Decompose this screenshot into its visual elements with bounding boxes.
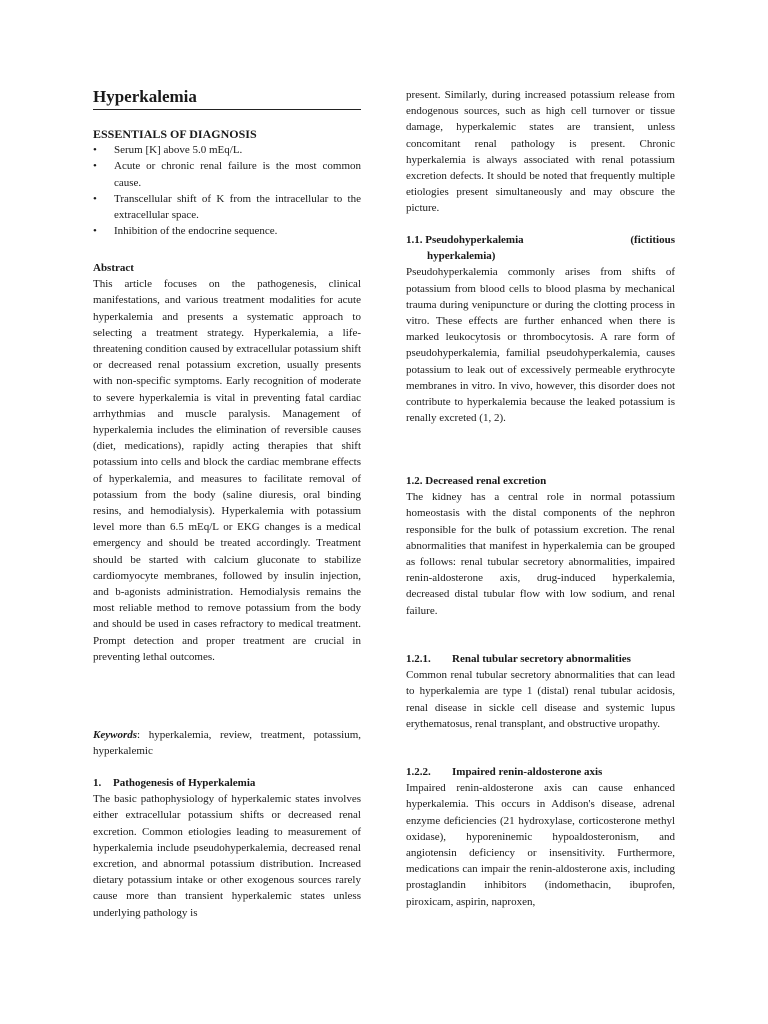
section-text: The kidney has a central role in normal potassium homeostasis with the distal components of the nephron responsible for the bulk of potassium excretion. The renal abnormalities that manifest in hyperkalemia can be grouped as follows: renal tubular secretory abnormalities, impaired renin-aldosterone axis, drug-induced hyperkalemia, decreased distal tubular flow with low sodium, and renal failure.	[406, 491, 675, 617]
section-heading: 1.2.1. Renal tubular secretory abnormalities	[406, 653, 631, 665]
section-1-continued: present. Similarly, during increased potassium release from endogenous sources, such as high cell turnover or tissue damage, hyperkalemic states are transient, unless concomitant renal pathology is present. Chronic hyperkalemia is always associated with renal potassium excretion defects. It should be noted that frequently multiple etiologies present simultaneously and may obscure the picture.	[406, 89, 675, 215]
abstract-heading: Abstract	[93, 262, 134, 274]
section-1-1	[406, 232, 675, 426]
keywords-label: Keywords	[93, 729, 137, 741]
essentials-heading: ESSENTIALS OF DIAGNOSIS	[93, 127, 257, 141]
section-text: Impaired renin-aldosterone axis can cause enhanced hyperkalemia. This occurs in Addison's disease, adrenal enzyme deficiencies (21 hydroxylase, corticosterone methyl oxidase), hyporeninemic hypoaldosteronism, and angiotensin deficiency or insensitivity. Furthermore, medications can impair the renin-aldosterone axis, including prostaglandin inhibitors (indomethacin, ibuprofen, piroxicam, aspirin, naproxen,	[406, 782, 675, 908]
section-heading: 1. Pathogenesis of Hyperkalemia	[93, 777, 256, 789]
abstract-text: This article focuses on the pathogenesis, clinical manifestations, and various treatment modalities for acute hyperkalemia and presents a systematic approach to selecting a treatment strategy. Hyperkalemia, a life-threatening condition caused by extracellular potassium shift or decreased renal potassium excretion, usually presents with non-specific symptoms. Early recognition of moderate to severe hyperkalemia is vital in preventing fatal cardiac arrhythmias and muscle paralysis. Management of hyperkalemia includes the elimination of reversible causes (diet, medications), rapidly acting therapies that shift potassium into cells and block the cardiac membrane effects of hyperkalemia, and measures to facilitate removal of potassium from the body (saline diuresis, oral binding resins, and hemodialysis). Hyperkalemia with potassium level more than 6.5 mEq/L or EKG changes is a medical emergency and should be treated accordingly. Treatment should be started with calcium gluconate to stabilize cardiomyocyte membranes, followed by insulin injection, and b-agonists administration. Hemodialysis remains the most reliable method to remove potassium from the body and should be used in cases refractory to medical treatment. Prompt detection and proper treatment are crucial in preventing lethal outcomes.	[93, 278, 361, 663]
essentials-section	[93, 126, 361, 239]
section-heading: 1.2. Decreased renal excretion	[406, 475, 547, 487]
list-item: • Serum [K] above 5.0 mEq/L.	[93, 142, 361, 158]
page-title: Hyperkalemia	[93, 87, 361, 110]
section-text: Common renal tubular secretory abnormalities that can lead to hyperkalemia are type 1 (distal) renal tubular acidosis, renal disease in sickle cell disease and systemic lupus erythematosus, renal transplant, and obstructive uropathy.	[406, 669, 675, 730]
section-1-2-1	[406, 651, 675, 732]
section-heading: 1.1. Pseudohyperkalemia (fictitious hyperkalemia)	[406, 234, 675, 263]
section-1-2-2	[406, 764, 675, 910]
essentials-list	[93, 142, 361, 239]
list-item: • Transcellular shift of K from the intracellular to the extracellular space.	[93, 191, 361, 223]
section-text: Pseudohyperkalemia commonly arises from shifts of potassium from blood cells to blood plasma by mechanical trauma during venipuncture or during the clotting process in vitro. These effects are further enhanced when there is marked leukocytosis or thrombocytosis. A rare form of pseudohyperkalemia, familial pseudohyperkalemia, causes potassium to leak out of excessively permeable erythrocyte membranes in vitro. In vivo, however, this disorder does not contribute to hyperkalemia because the leaked potassium is renally excreted (1, 2).	[406, 266, 675, 425]
right-column	[406, 0, 675, 1024]
keywords-text: : hyperkalemia, review, treatment, potassium, hyperkalemic	[93, 729, 361, 758]
section-1-2	[406, 473, 675, 619]
section-1	[93, 775, 361, 921]
abstract-section	[93, 260, 361, 665]
section-heading: 1.2.2. Impaired renin-aldosterone axis	[406, 766, 603, 778]
left-column	[93, 0, 361, 1024]
section-text: The basic pathophysiology of hyperkalemic states involves either extracellular potassium shifts or decreased renal excretion. Common etiologies leading to measurement of hyperkalemia include pseudohyperkalemia, decreased renal excretion, and abnormal potassium distribution. Increased dietary potassium intake or other exogenous sources rarely cause more than transient hyperkalemic states unless underlying pathology is	[93, 793, 361, 919]
keywords	[93, 727, 361, 759]
list-item: • Inhibition of the endocrine sequence.	[93, 223, 361, 239]
list-item: • Acute or chronic renal failure is the most common cause.	[93, 158, 361, 190]
